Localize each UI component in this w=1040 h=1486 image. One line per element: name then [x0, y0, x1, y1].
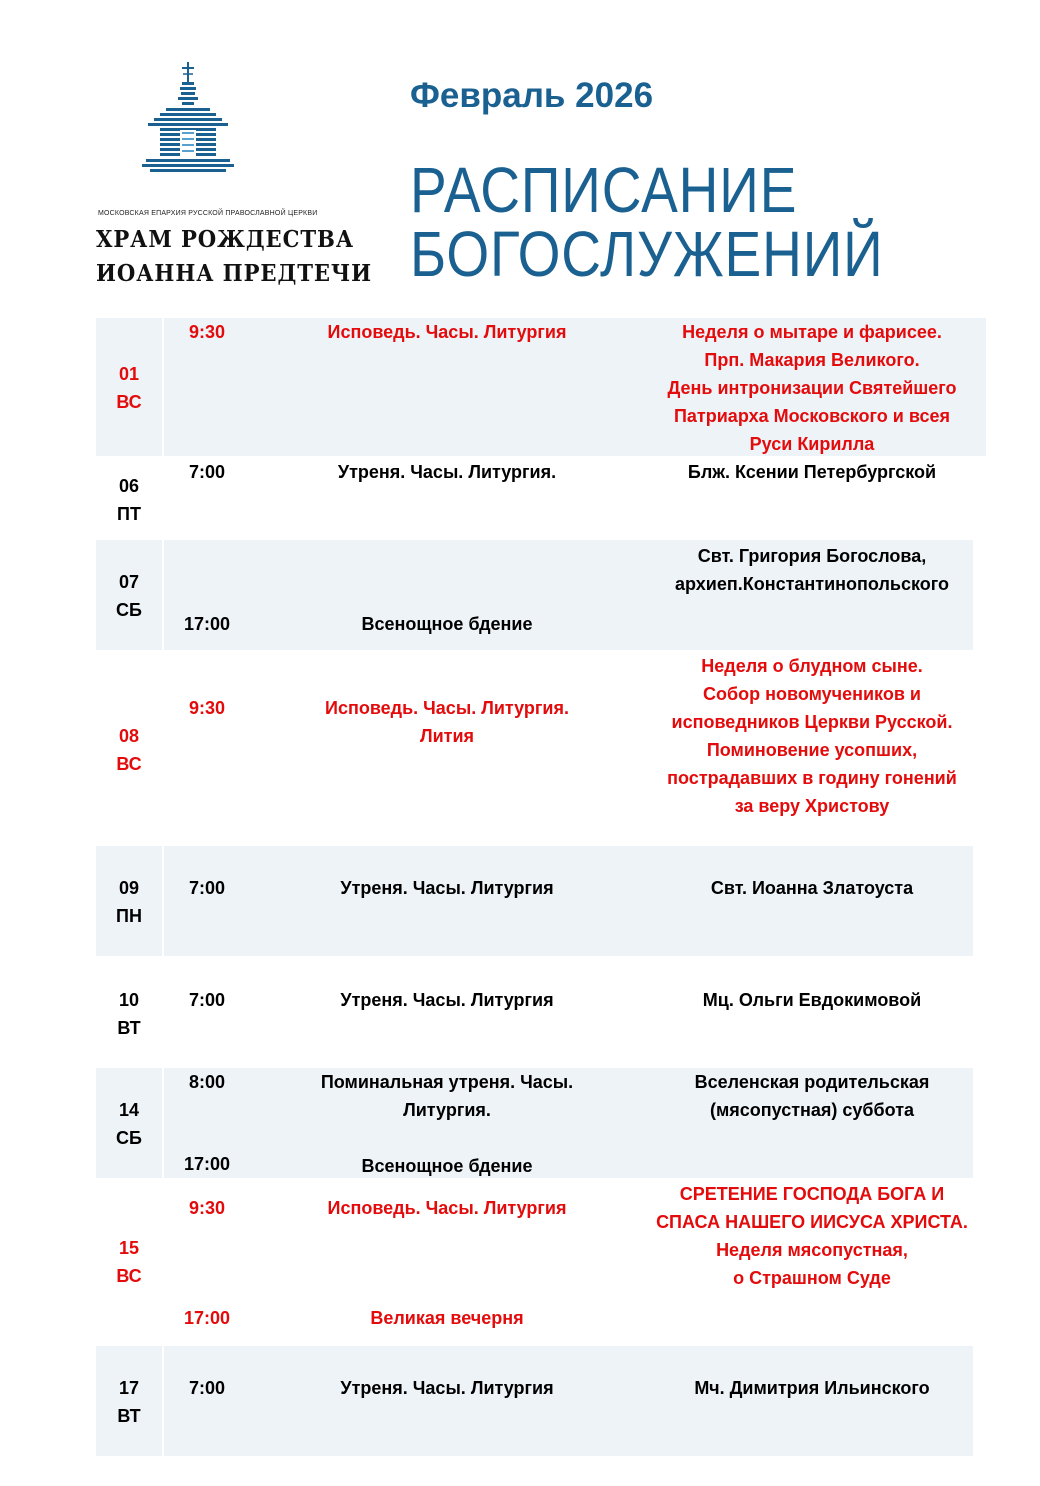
- commemoration-line: СРЕТЕНИЕ ГОСПОДА БОГА И: [679, 1184, 945, 1204]
- schedule-row: [96, 540, 973, 650]
- day-number: 08: [118, 726, 140, 746]
- row-date: [96, 874, 162, 930]
- commemoration-line: Свт. Иоанна Златоуста: [710, 878, 914, 898]
- column-divider: [162, 1068, 164, 1178]
- schedule-row: [96, 1068, 973, 1178]
- service-time: 7:00: [188, 878, 226, 898]
- day-number: 07: [118, 572, 140, 592]
- day-weekday: СБ: [116, 1128, 142, 1148]
- row-date: [96, 986, 162, 1042]
- row-date: [96, 1374, 162, 1430]
- commemoration: [626, 652, 998, 820]
- row-date: [96, 568, 162, 624]
- row-date: [96, 1096, 162, 1152]
- service-line: Лития: [419, 726, 475, 746]
- schedule-row: [96, 1180, 973, 1344]
- service-name: Утреня. Часы. Литургия: [340, 990, 554, 1010]
- commemoration-line: (мясопустная) суббота: [709, 1100, 915, 1120]
- commemoration: [626, 1374, 998, 1402]
- service-time: 17:00: [183, 1154, 231, 1174]
- day-number: 14: [118, 1100, 140, 1120]
- day-weekday: ПТ: [117, 504, 141, 524]
- commemoration: [626, 1068, 998, 1124]
- service-line: Исповедь. Часы. Литургия.: [325, 698, 569, 718]
- service-name: Всенощное бдение: [361, 614, 533, 634]
- commemoration-line: пострадавших в годину гонений: [667, 768, 957, 788]
- commemoration-line: Собор новомучеников и: [703, 684, 921, 704]
- commemoration: [626, 874, 998, 902]
- day-weekday: ВТ: [117, 1406, 141, 1426]
- commemoration-line: Мч. Димитрия Ильинского: [694, 1378, 930, 1398]
- day-number: 09: [118, 878, 140, 898]
- day-weekday: ВС: [116, 1266, 142, 1286]
- service-name: Утреня. Часы. Литургия.: [337, 462, 557, 482]
- service-name: Утреня. Часы. Литургия: [340, 1378, 554, 1398]
- row-date: [96, 360, 162, 416]
- church-logo: [90, 60, 373, 300]
- schedule-row: [96, 958, 973, 1066]
- service-time: 17:00: [183, 614, 231, 634]
- service-time: 9:30: [188, 1198, 226, 1218]
- commemoration-line: СПАСА НАШЕГО ИИСУСА ХРИСТА.: [656, 1212, 968, 1232]
- column-divider: [162, 540, 164, 650]
- service-time: 7:00: [188, 462, 226, 482]
- commemoration-line: Руси Кирилла: [749, 434, 875, 454]
- page-title-line2: БОГОСЛУЖЕНИЙ: [410, 218, 884, 290]
- commemoration-line: Свт. Григория Богослова,: [697, 546, 927, 566]
- day-number: 15: [118, 1238, 140, 1258]
- column-divider: [162, 846, 164, 956]
- service-name: Утреня. Часы. Литургия: [340, 878, 554, 898]
- day-weekday: ВС: [116, 392, 142, 412]
- commemoration-line: Неделя о мытаре и фарисее.: [682, 322, 942, 342]
- service-name: [286, 694, 608, 750]
- commemoration: [626, 458, 998, 486]
- service-line: Поминальная утреня. Часы.: [320, 1072, 574, 1092]
- service-name: [286, 1068, 608, 1124]
- service-time: 8:00: [188, 1072, 226, 1092]
- schedule-row: [96, 1346, 973, 1456]
- day-weekday: ВТ: [117, 1018, 141, 1038]
- commemoration-line: Блж. Ксении Петербургской: [687, 462, 937, 482]
- commemoration: [626, 542, 998, 598]
- logo-title-line1: ХРАМ РОЖДЕСТВА: [96, 226, 354, 253]
- day-number: 06: [118, 476, 140, 496]
- service-line: Литургия.: [403, 1100, 491, 1120]
- commemoration-line: Неделя о блудном сыне.: [701, 656, 923, 676]
- commemoration: [626, 1180, 998, 1292]
- commemoration: [626, 318, 998, 458]
- service-name: Исповедь. Часы. Литургия: [327, 1198, 567, 1218]
- logo-title-line2: ИОАННА ПРЕДТЕЧИ: [96, 260, 373, 287]
- service-name: Исповедь. Часы. Литургия: [327, 322, 567, 342]
- commemoration-line: Вселенская родительская: [694, 1072, 930, 1092]
- schedule-row: [96, 846, 973, 956]
- commemoration-line: Поминовение усопших,: [706, 740, 918, 760]
- commemoration-line: Патриарха Московского и всея: [673, 406, 950, 426]
- row-date: [96, 472, 162, 528]
- page-title-line1: РАСПИСАНИЕ: [410, 154, 798, 226]
- service-name: Всенощное бдение: [361, 1156, 533, 1176]
- commemoration-line: Мц. Ольги Евдокимовой: [702, 990, 922, 1010]
- month-title: Февраль 2026: [410, 76, 654, 115]
- service-time: 7:00: [188, 1378, 226, 1398]
- service-time: 9:30: [188, 698, 226, 718]
- commemoration-line: за веру Христову: [734, 796, 890, 816]
- day-number: 10: [118, 990, 140, 1010]
- church-dome-icon: [138, 60, 238, 200]
- logo-subtitle: МОСКОВСКАЯ ЕПАРХИЯ РУССКОЙ ПРАВОСЛАВНОЙ ЦЕРКВИ: [98, 210, 318, 217]
- column-divider: [162, 1346, 164, 1456]
- day-weekday: СБ: [116, 600, 142, 620]
- day-weekday: ВС: [116, 754, 142, 774]
- column-divider: [162, 318, 164, 456]
- commemoration-line: День интронизации Святейшего: [667, 378, 957, 398]
- service-time: 17:00: [183, 1308, 231, 1328]
- row-date: [96, 1234, 162, 1290]
- schedule-row: [96, 318, 986, 456]
- commemoration-line: исповедников Церкви Русской.: [671, 712, 953, 732]
- commemoration-line: архиеп.Константинопольского: [675, 574, 949, 594]
- commemoration-line: Прп. Макария Великого.: [704, 350, 920, 370]
- commemoration-line: Неделя мясопустная,: [716, 1240, 908, 1260]
- commemoration-line: о Страшном Суде: [733, 1268, 891, 1288]
- commemoration: [626, 986, 998, 1014]
- day-number: 01: [118, 364, 140, 384]
- day-weekday: ПН: [116, 906, 142, 926]
- service-time: 9:30: [188, 322, 226, 342]
- day-number: 17: [118, 1378, 140, 1398]
- page-title: [410, 154, 884, 290]
- service-time: 7:00: [188, 990, 226, 1010]
- schedule-row: [96, 458, 986, 540]
- schedule-row: [96, 652, 973, 846]
- row-date: [96, 722, 162, 778]
- service-name: Великая вечерня: [370, 1308, 524, 1328]
